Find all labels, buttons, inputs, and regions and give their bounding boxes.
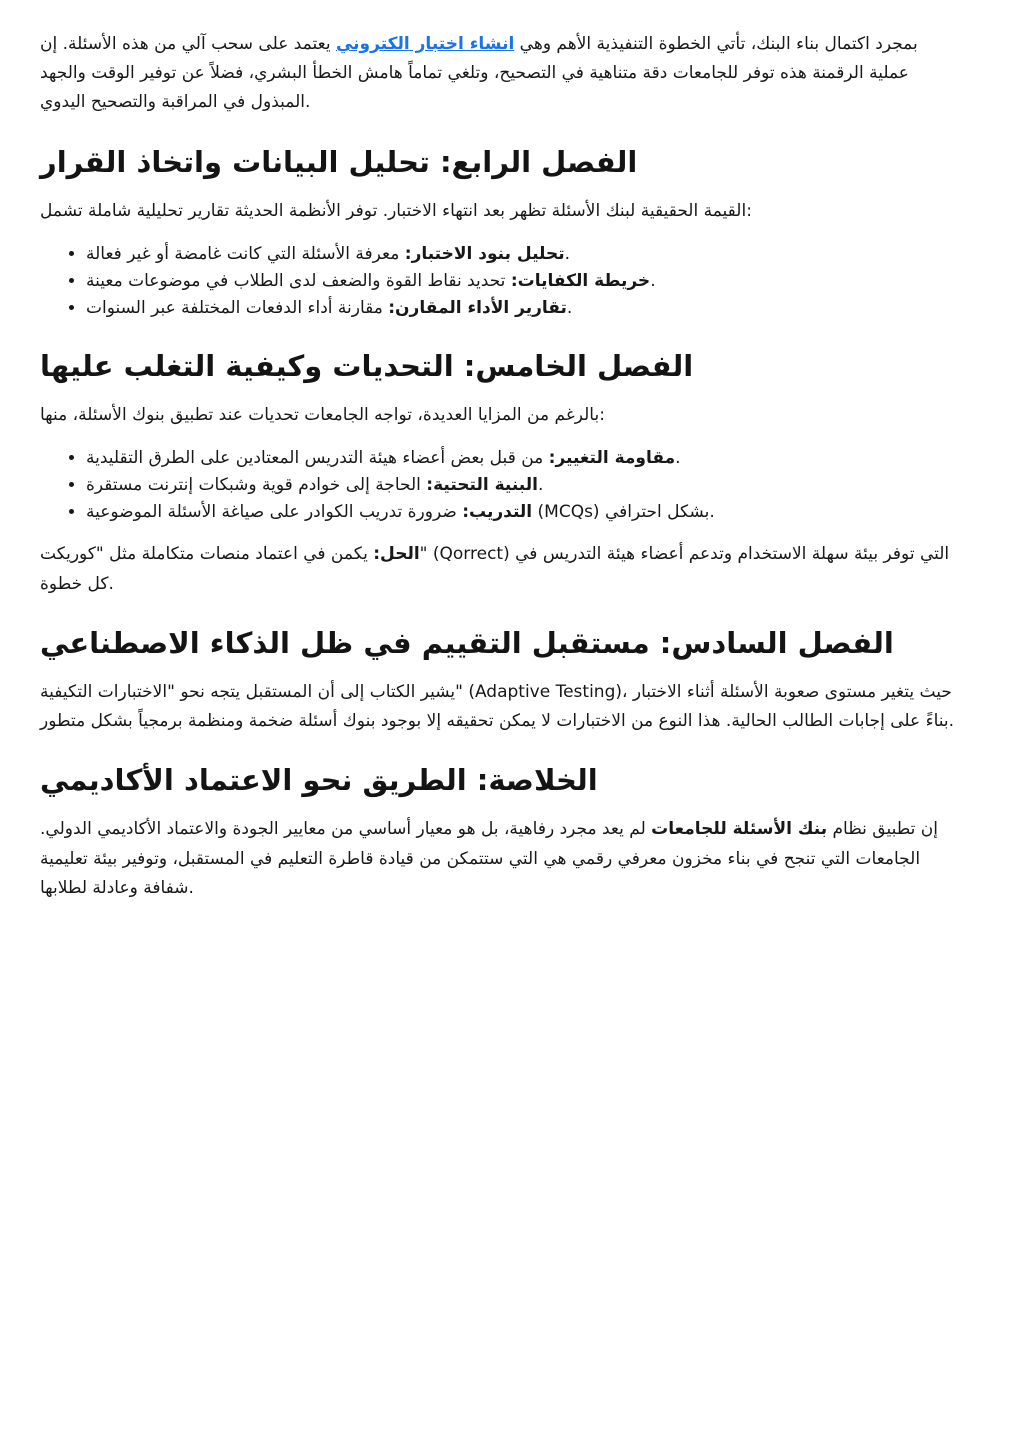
solution-paragraph (40, 540, 960, 598)
list-item (86, 268, 960, 295)
chapter-4-lead-paragraph: القيمة الحقيقية لبنك الأسئلة تظهر بعد انتهاء الاختبار. توفر الأنظمة الحديثة تقارير تحليلية شاملة تشمل: (40, 200, 752, 221)
list-item-term: التدريب: (462, 501, 533, 522)
list-item-desc: الحاجة إلى خوادم قوية وشبكات إنترنت مستقرة. (86, 474, 544, 495)
list-item-desc: مقارنة أداء الدفعات المختلفة عبر السنوات. (86, 297, 573, 318)
intro-text-before: بمجرد اكتمال بناء البنك، تأتي الخطوة التنفيذية الأهم وهي (514, 34, 918, 54)
section-heading-chapter-5: الفصل الخامس: التحديات وكيفية التغلب عليها (40, 348, 694, 383)
chapter-5-lead-paragraph: بالرغم من المزايا العديدة، تواجه الجامعات تحديات عند تطبيق بنوك الأسئلة، منها: (40, 404, 605, 425)
list-item-desc: من قبل بعض أعضاء هيئة التدريس المعتادين على الطرق التقليدية. (86, 447, 681, 468)
list-item (86, 241, 960, 268)
list-item-desc: تحديد نقاط القوة والضعف لدى الطلاب في موضوعات معينة. (86, 270, 656, 291)
intro-paragraph (40, 30, 960, 118)
intro-text-after: يعتمد على سحب آلي من هذه الأسئلة. إن عملية الرقمنة هذه توفر للجامعات دقة متناهية في التصحيح، وتلغي تماماً هامش الخطأ البشري، فضلاً عن توفير الوقت والجهد المبذول في المراقبة والتصحيح اليدوي. (40, 34, 909, 113)
section-heading-chapter-6: الفصل السادس: مستقبل التقييم في ظل الذكاء الاصطناعي (40, 625, 894, 660)
list-item (86, 499, 960, 526)
conclusion-text-before: إن تطبيق نظام (827, 819, 939, 840)
list-item-term: تقارير الأداء المقارن: (388, 297, 567, 318)
chapter-4-list (40, 241, 960, 322)
chapter-5-list (40, 445, 960, 526)
list-item-desc: معرفة الأسئلة التي كانت غامضة أو غير فعالة. (86, 243, 570, 264)
conclusion-paragraph (40, 815, 960, 903)
create-electronic-exam-link[interactable]: انشاء اختبار الكتروني (335, 34, 515, 54)
section-heading-chapter-4: الفصل الرابع: تحليل البيانات واتخاذ القرار (40, 144, 638, 179)
list-item-term: مقاومة التغيير: (548, 447, 676, 468)
list-item-term: البنية التحتية: (426, 474, 538, 495)
list-item (86, 295, 960, 322)
list-item-desc: ضرورة تدريب الكوادر على صياغة الأسئلة الموضوعية (MCQs) بشكل احترافي. (86, 501, 715, 522)
section-heading-conclusion: الخلاصة: الطريق نحو الاعتماد الأكاديمي (40, 763, 598, 798)
list-item (86, 445, 960, 472)
chapter-6-paragraph: يشير الكتاب إلى أن المستقبل يتجه نحو "الاختبارات التكيفية" (Adaptive Testing)، حيث يتغير مستوى صعوبة الأسئلة أثناء الاختبار بناءً على إجابات الطالب الحالية. هذا النوع من الاختبارات لا يمكن تحقيقه إلا بوجود بنوك أسئلة ضخمة ومنظمة برمجياً بشكل متطور. (40, 681, 955, 732)
list-item-term: تحليل بنود الاختبار: (404, 243, 565, 264)
solution-term: الحل: (373, 544, 420, 565)
list-item (86, 472, 960, 499)
conclusion-bold-phrase: بنك الأسئلة للجامعات (651, 819, 828, 840)
conclusion-text-after: لم يعد مجرد رفاهية، بل هو معيار أساسي من معايير الجودة والاعتماد الأكاديمي الدولي. الجامعات التي تنجح في بناء مخزون معرفي رقمي هي التي ستتمكن من قيادة قاطرة التعليم في المستقبل، وتوفير بيئة تعليمية شفافة وعادلة لطلابها. (40, 819, 921, 898)
solution-desc: يكمن في اعتماد منصات متكاملة مثل "كوريكت" (Qorrect) التي توفر بيئة سهلة الاستخدام وتدعم أعضاء هيئة التدريس في كل خطوة. (40, 544, 950, 594)
list-item-term: خريطة الكفايات: (510, 270, 651, 291)
